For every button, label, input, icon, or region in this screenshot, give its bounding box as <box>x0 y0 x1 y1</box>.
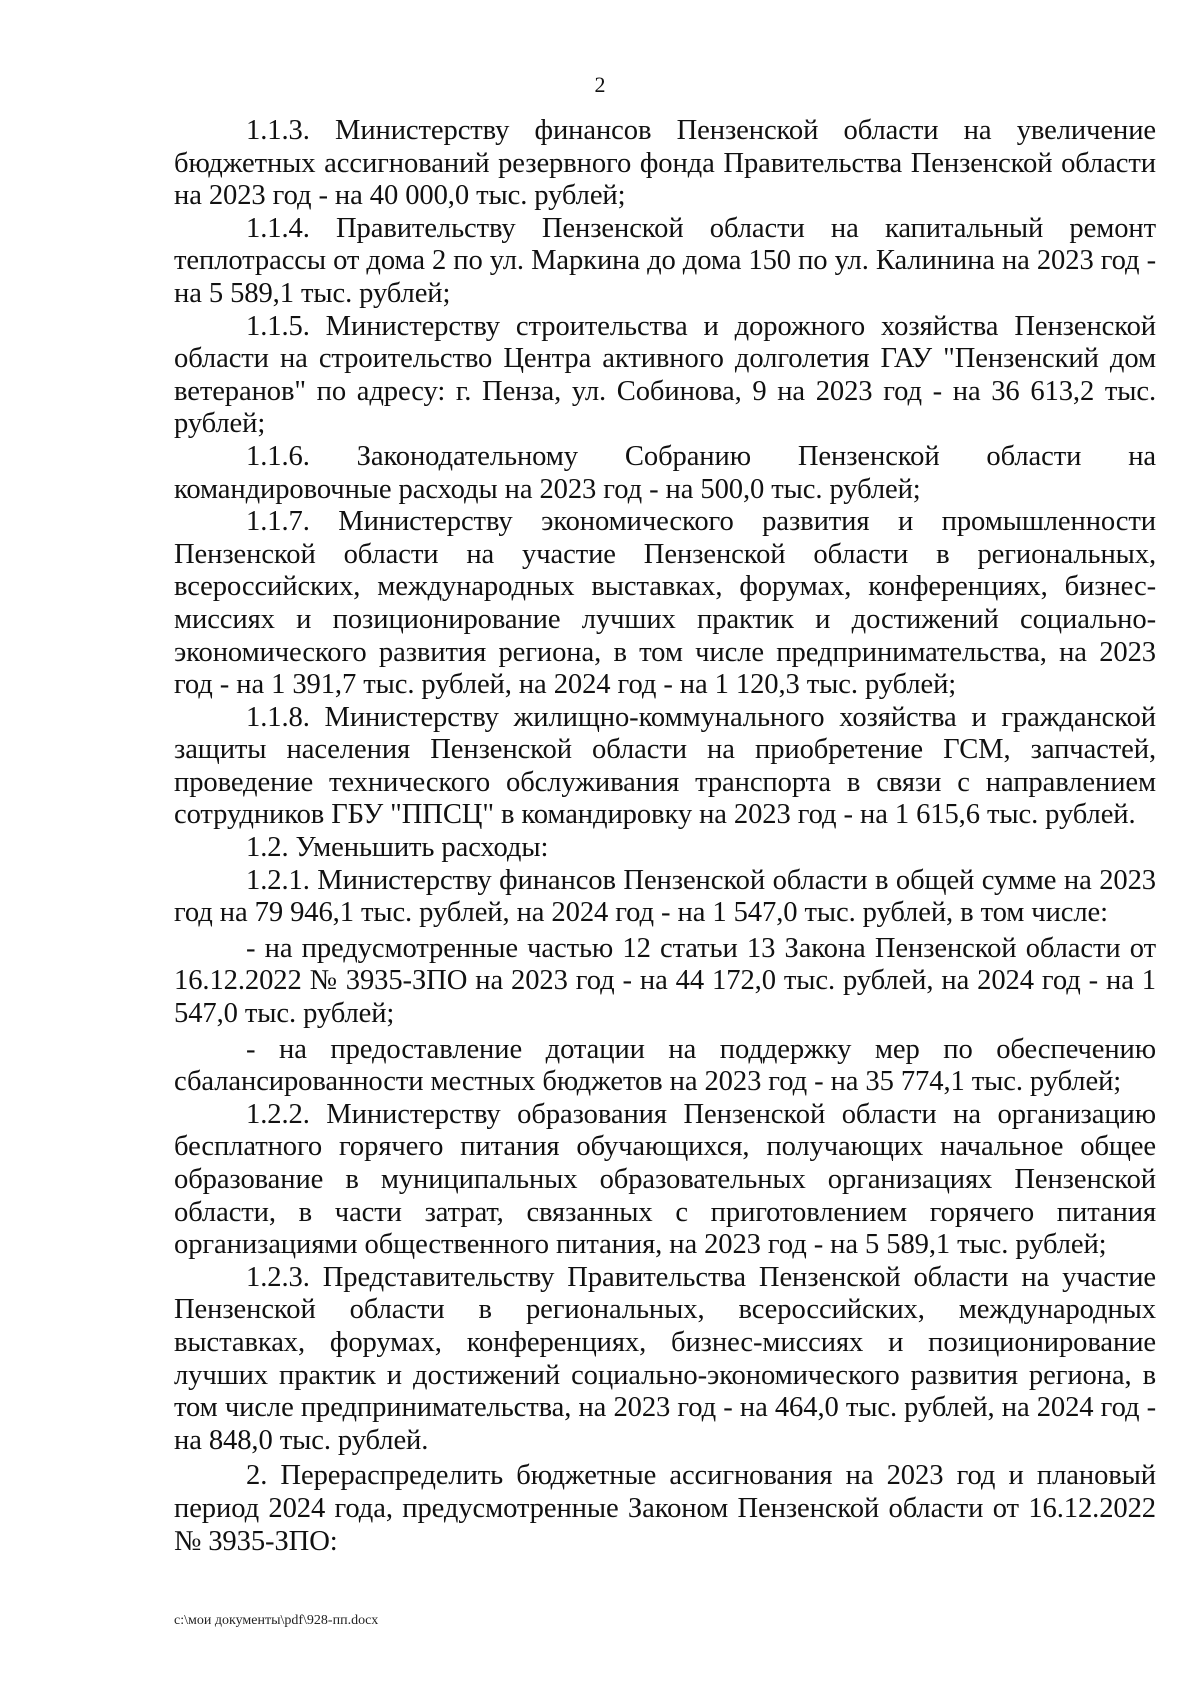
paragraph-1-1-4: 1.1.4. Правительству Пензенской области на капитальный ремонт теплотрассы от дома 2 по ул. Маркина до дома 150 по ул. Калинина на 2023 год - на 5 589,1 тыс. рублей; <box>174 212 1156 309</box>
list-item-dash: - на предусмотренные частью 12 статьи 13 Закона Пензенской области от 16.12.2022 № 3935-ЗПО на 2023 год - на 44 172,0 тыс. рублей, на 2024 год - на 1 547,0 тыс. рублей; <box>174 932 1156 1030</box>
paragraph-1-1-6: 1.1.6. Законодательному Собранию Пензенской области на командировочные расходы на 2023 год - на 500,0 тыс. рублей; <box>174 440 1156 505</box>
paragraph-1-2-3: 1.2.3. Представительству Правительства Пензенской области на участие Пензенской области в региональных, всероссийских, международных выставках, форумах, конференциях, бизнес-миссиях и позиционирование лучших практик и достижений социально-экономического развития региона, в том числе предпринимательства, на 2023 год - на 464,0 тыс. рублей, на 2024 год - на 848,0 тыс. рублей. <box>174 1261 1156 1456</box>
footer-file-path: c:\мои документы\pdf\928-пп.docx <box>174 1613 379 1628</box>
paragraph-1-1-3: 1.1.3. Министерству финансов Пензенской области на увеличение бюджетных ассигнований резервного фонда Правительства Пензенской области на 2023 год - на 40 000,0 тыс. рублей; <box>174 115 1156 212</box>
paragraph-1-2: 1.2. Уменьшить расходы: <box>246 832 549 864</box>
list-item-dash: - на предоставление дотации на поддержку мер по обеспечению сбалансированности местных бюджетов на 2023 год - на 35 774,1 тыс. рублей; <box>174 1033 1156 1098</box>
paragraph-1-1-5: 1.1.5. Министерству строительства и дорожного хозяйства Пензенской области на строительство Центра активного долголетия ГАУ "Пензенский дом ветеранов" по адресу: г. Пенза, ул. Собинова, 9 на 2023 год - на 36 613,2 тыс. рублей; <box>174 310 1156 440</box>
paragraph-1-1-8: 1.1.8. Министерству жилищно-коммунального хозяйства и гражданской защиты населения Пензенской области на приобретение ГСМ, запчастей, проведение технического обслуживания транспорта в связи с направлением сотрудников ГБУ "ППСЦ" в командировку на 2023 год - на 1 615,6 тыс. рублей. <box>174 701 1156 831</box>
page-number: 2 <box>594 72 606 97</box>
paragraph-2: 2. Перераспределить бюджетные ассигнования на 2023 год и плановый период 2024 года, предусмотренные Законом Пензенской области от 16.12.2022 № 3935-ЗПО: <box>174 1460 1156 1557</box>
paragraph-1-2-1: 1.2.1. Министерству финансов Пензенской области в общей сумме на 2023 год на 79 946,1 тыс. рублей, на 2024 год - на 1 547,0 тыс. рублей, в том числе: <box>174 864 1156 929</box>
document-body <box>174 115 1156 1558</box>
paragraph-1-2-2: 1.2.2. Министерству образования Пензенской области на организацию бесплатного горячего питания обучающихся, получающих начальное общее образование в муниципальных образовательных организациях Пензенской области, в части затрат, связанных с приготовлением горячего питания организациями общественного питания, на 2023 год - на 5 589,1 тыс. рублей; <box>174 1098 1156 1261</box>
paragraph-1-1-7: 1.1.7. Министерству экономического развития и промышленности Пензенской области на участие Пензенской области в региональных, всероссийских, международных выставках, форумах, конференциях, бизнес-миссиях и позиционирование лучших практик и достижений социально-экономического развития региона, в том числе предпринимательства, на 2023 год - на 1 391,7 тыс. рублей, на 2024 год - на 1 120,3 тыс. рублей; <box>174 506 1156 701</box>
